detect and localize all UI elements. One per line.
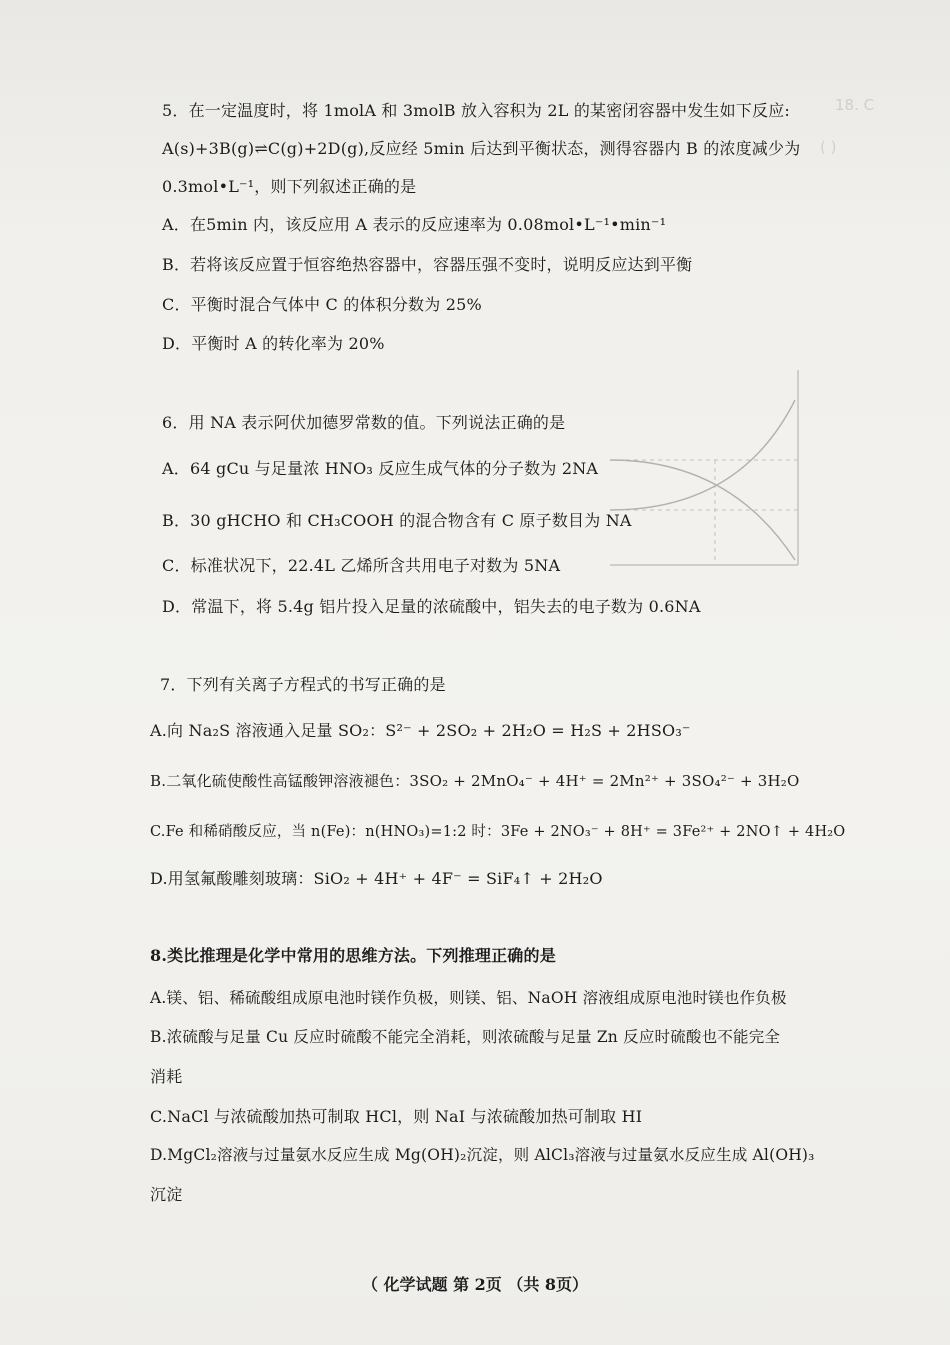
q7-option-d: D.用氢氟酸雕刻玻璃：SiO₂ + 4H⁺ + 4F⁻ = SiF₄↑ + 2H₂O: [150, 869, 603, 888]
q8-option-c: C.NaCl 与浓硫酸加热可制取 HCl，则 NaI 与浓硫酸加热可制取 HI: [150, 1107, 643, 1126]
q8-option-d-line-2: 沉淀: [150, 1185, 183, 1204]
q8-option-b-line-1: B.浓硫酸与足量 Cu 反应时硫酸不能完全消耗，则浓硫酸与足量 Zn 反应时硫酸也不能完全: [150, 1028, 781, 1046]
q5-option-d: D．平衡时 A 的转化率为 20%: [162, 334, 385, 353]
q6-option-c: C．标准状况下，22.4L 乙烯所含共用电子对数为 5NA: [162, 556, 561, 575]
q8-option-d-line-1: D.MgCl₂溶液与过量氨水反应生成 Mg(OH)₂沉淀，则 AlCl₃溶液与过量氨水反应生成 Al(OH)₃: [150, 1146, 815, 1164]
q8-option-b-line-2: 消耗: [150, 1067, 183, 1086]
page-footer: （ 化学试题 第 2页 （共 8页）: [361, 1275, 589, 1294]
q7-option-c: C.Fe 和稀硝酸反应，当 n(Fe)：n(HNO₃)=1:2 时：3Fe + 2NO₃⁻ + 8H⁺ = 3Fe²⁺ + 2NO↑ + 4H₂O: [150, 824, 846, 840]
q5-stem-line-1: 5．在一定温度时，将 1molA 和 3molB 放入容积为 2L 的某密闭容器中发生如下反应:: [162, 101, 791, 120]
q8-stem: 8.类比推理是化学中常用的思维方法。下列推理正确的是: [150, 946, 556, 965]
q7-option-a: A.向 Na₂S 溶液通入足量 SO₂：S²⁻ + 2SO₂ + 2H₂O = H₂S + 2HSO₃⁻: [150, 721, 691, 740]
q5-option-a: A．在5min 内，该反应用 A 表示的反应速率为 0.08mol•L⁻¹•min⁻¹: [162, 215, 667, 234]
q6-option-b: B．30 gHCHO 和 CH₃COOH 的混合物含有 C 原子数目为 NA: [162, 511, 632, 530]
q5-stem-line-3: 0.3mol•L⁻¹，则下列叙述正确的是: [162, 177, 417, 196]
q6-stem: 6．用 NA 表示阿伏加德罗常数的值。下列说法正确的是: [162, 413, 566, 432]
q5-stem-line-2: A(s)+3B(g)⇌C(g)+2D(g),反应经 5min 后达到平衡状态，测得容器内 B 的浓度减少为: [162, 139, 801, 158]
q6-option-d: D．常温下，将 5.4g 铝片投入足量的浓硫酸中，铝失去的电子数为 0.6NA: [162, 597, 701, 616]
q6-option-a: A．64 gCu 与足量浓 HNO₃ 反应生成气体的分子数为 2NA: [162, 459, 599, 478]
q7-stem: 7．下列有关离子方程式的书写正确的是: [160, 675, 446, 694]
q8-option-a: A.镁、铝、稀硫酸组成原电池时镁作负极，则镁、铝、NaOH 溶液组成原电池时镁也作负极: [150, 989, 787, 1007]
q5-option-b: B．若将该反应置于恒容绝热容器中，容器压强不变时，说明反应达到平衡: [162, 255, 693, 274]
exam-page: 18. C ( ) 5．在一定温度时，将 1molA 和 3molB 放入容积为 2L 的某密闭容器中发生如下反应: A(s)+3B(g)⇌C(g)+2D(g),反应经 5min 后达到平衡状态，测得容器内 B 的浓度减少为 0.3mol•L⁻¹，则下列叙述正确的是 A．在5min 内，该反应用 A 表示的反应速率为 0.08mol•L⁻¹•min⁻¹ B．若将该反应置于恒容绝热容器中，容器压强不变时，说明反应达到平衡 C．平衡时混合气体中 C 的体积分数为 25% D．平衡时 A 的转化率为 20% 6．用 NA 表示阿伏加德罗常数的值。下列说法正确的是 A．64 gCu 与足量浓 HNO₃ 反应生成气体的分子数为 2NA B．30 gHCHO 和 CH₃COOH 的混合物含有 C 原子数目为 NA C．标准状况下，22.4L 乙烯所含共用电子对数为 5NA D．常温下，将 5.4g 铝片投入足量的浓硫酸中，铝失去的电子数为 0.6NA 7．下列有关离子方程式的书写正确的是 A.向 Na₂S 溶液通入足量 SO₂：S²⁻ + 2SO₂ + 2H₂O = H₂S + 2HSO₃⁻ B.二氧化硫使酸性高锰酸钾溶液褪色：3SO₂ + 2MnO₄⁻ + 4H⁺ = 2Mn²⁺ + 3SO₄²⁻ + 3H₂O C.Fe 和稀硝酸反应，当 n(Fe)：n(HNO₃)=1:2 时：3Fe + 2NO₃⁻ + 8H⁺ = 3Fe²⁺ + 2NO↑ + 4H₂O D.用氢氟酸雕刻玻璃：SiO₂ + 4H⁺ + 4F⁻ = SiF₄↑ + 2H₂O 8.类比推理是化学中常用的思维方法。下列推理正确的是 A.镁、铝、稀硫酸组成原电池时镁作负极，则镁、铝、NaOH 溶液组成原电池时镁也作负极 B.浓硫酸与足量 Cu 反应时硫酸不能完全消耗，则浓硫酸与足量 Zn 反应时硫酸也不能完全 消耗 C.NaCl 与浓硫酸加热可制取 HCl，则 NaI 与浓硫酸加热可制取 HI D.MgCl₂溶液与过量氨水反应生成 Mg(OH)₂沉淀，则 AlCl₃溶液与过量氨水反应生成 Al(OH)₃ 沉淀 （ 化学试题 第 2页 （共 8页）: [0, 0, 950, 1345]
q5-option-c: C．平衡时混合气体中 C 的体积分数为 25%: [162, 295, 482, 314]
q7-option-b: B.二氧化硫使酸性高锰酸钾溶液褪色：3SO₂ + 2MnO₄⁻ + 4H⁺ = 2Mn²⁺ + 3SO₄²⁻ + 3H₂O: [150, 772, 800, 790]
